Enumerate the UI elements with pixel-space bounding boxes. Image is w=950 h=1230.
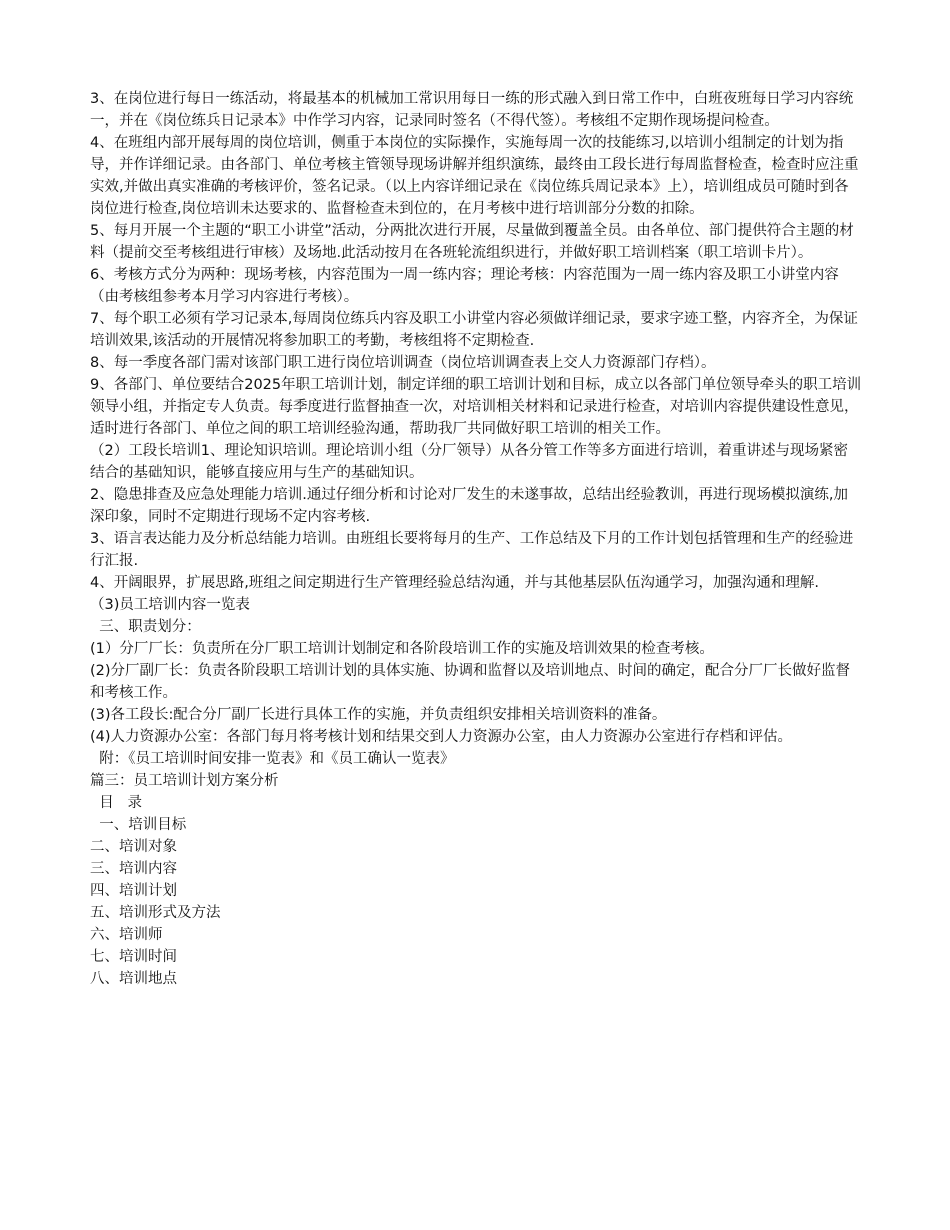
paragraph-foreman-training-3: 3、语言表达能力及分析总结能力培训。由班组长要将每月的生产、工作总结及下月的工作计划包括管理和生产的经验进行汇报.	[90, 531, 854, 569]
toc-item-7: 七、培训时间	[90, 949, 177, 965]
responsibility-item-2: (2)分厂副厂长：负责各阶段职工培训计划的具体实施、协调和监督以及培训地点、时间的确定，配合分厂厂长做好监督和考核工作。	[90, 663, 851, 701]
toc-item-6: 六、培训师	[90, 927, 163, 943]
chapter-title: 篇三：员工培训计划方案分析	[90, 773, 279, 789]
toc-item-2: 二、培训对象	[90, 839, 177, 855]
paragraph-foreman-training-1: （2）工段长培训1、理论知识培训。理论培训小组（分厂领导）从各分管工作等多方面进行培训，着重讲述与现场紧密结合的基础知识，能够直接应用与生产的基础知识。	[90, 443, 848, 481]
paragraph-item-7: 7、每个职工必须有学习记录本,每周岗位练兵内容及职工小讲堂内容必须做详细记录，要求字迹工整，内容齐全，为保证培训效果,该活动的开展情况将参加职工的考勤，考核组将不定期检查.	[90, 311, 858, 349]
toc-item-1: 一、培训目标	[90, 817, 187, 833]
responsibility-item-4: (4)人力资源办公室：各部门每月将考核计划和结果交到人力资源办公室，由人力资源办公室进行存档和评估。	[90, 729, 793, 745]
paragraph-item-4: 4、在班组内部开展每周的岗位培训，侧重于本岗位的实际操作，实施每周一次的技能练习,以培训小组制定的计划为指导，并作详细记录。由各部门、单位考核主管领导现场讲解并组织演练，最终由工段长进行每周监督检查，检查时应注重实效,并做出真实准确的考核评价，签名记录。（以上内容详细记录在《岗位练兵周记录本》上），培训组成员可随时到各岗位进行检查,岗位培训未达要求的、监督检查未到位的，在月考核中进行培训部分分数的扣除。	[90, 135, 859, 217]
paragraph-item-3: 3、在岗位进行每日一练活动，将最基本的机械加工常识用每日一练的形式融入到日常工作中，白班夜班每日学习内容统一，并在《岗位练兵日记录本》中作学习内容，记录同时签名（不得代签）。考核组不定期作现场提问检查。	[90, 91, 854, 129]
paragraph-foreman-training-2: 2、隐患排查及应急处理能力培训.通过仔细分析和讨论对厂发生的未遂事故，总结出经验教训，再进行现场模拟演练,加深印象，同时不定期进行现场不定内容考核.	[90, 487, 848, 525]
paragraph-item-6: 6、考核方式分为两种：现场考核，内容范围为一周一练内容；理论考核：内容范围为一周一练内容及职工小讲堂内容（由考核组参考本月学习内容进行考核）。	[90, 267, 839, 305]
toc-item-4: 四、培训计划	[90, 883, 177, 899]
section-heading-responsibilities: 三、职责划分：	[90, 619, 201, 635]
toc-item-8: 八、培训地点	[90, 971, 177, 987]
attachment-note: 附：《员工培训时间安排一览表》和《员工确认一览表》	[90, 751, 455, 767]
responsibility-item-3: (3)各工段长:配合分厂副厂长进行具体工作的实施，并负责组织安排相关培训资料的准备。	[90, 707, 667, 723]
toc-item-5: 五、培训形式及方法	[90, 905, 221, 921]
toc-item-3: 三、培训内容	[90, 861, 177, 877]
toc-heading: 目 录	[90, 795, 143, 811]
paragraph-item-9: 9、各部门、单位要结合2025年职工培训计划，制定详细的职工培训计划和目标，成立以各部门单位领导牵头的职工培训领导小组，并指定专人负责。每季度进行监督抽查一次，对培训相关材料和记录进行检查，对培训内容提供建设性意见，适时进行各部门、单位之间的职工培训经验沟通，帮助我厂共同做好职工培训的相关工作。	[90, 377, 862, 437]
paragraph-item-8: 8、每一季度各部门需对该部门职工进行岗位培训调查（岗位培训调查表上交人力资源部门存档）。	[90, 355, 716, 371]
paragraph-item-5: 5、每月开展一个主题的“职工小讲堂”活动，分两批次进行开展，尽量做到覆盖全员。由各单位、部门提供符合主题的材料（提前交至考核组进行审核）及场地.此活动按月在各班轮流组织进行，并做好职工培训档案（职工培训卡片）。	[90, 223, 854, 261]
responsibility-item-1: (1）分厂厂长：负责所在分厂职工培训计划制定和各阶段培训工作的实施及培训效果的检查考核。	[90, 641, 714, 657]
paragraph-foreman-training-4: 4、开阔眼界，扩展思路,班组之间定期进行生产管理经验总结沟通，并与其他基层队伍沟通学习，加强沟通和理解.	[90, 575, 819, 591]
document-body	[90, 88, 862, 990]
paragraph-training-content-table: （3)员工培训内容一览表	[90, 597, 250, 613]
